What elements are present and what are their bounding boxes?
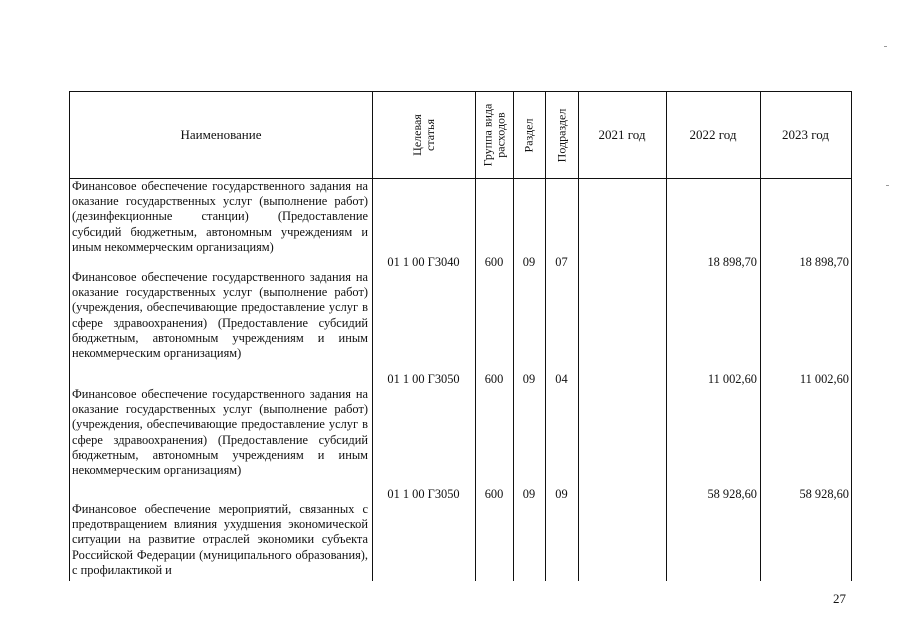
row-3-target-article: 01 1 00 Г3050	[387, 487, 460, 501]
row-2-target-article: 01 1 00 Г3050	[387, 372, 460, 386]
row-1-section: 09	[522, 255, 536, 269]
scan-mark	[886, 185, 889, 186]
header-expense-group: Группа вида расходов	[480, 103, 507, 167]
row-3-section: 09	[522, 487, 536, 501]
header-year-2022: 2022 год	[689, 127, 737, 142]
header-target-article: Целевая статья	[409, 114, 437, 156]
header-year-2023: 2023 год	[782, 127, 829, 142]
row-2-2022: 11 002,60	[707, 372, 757, 386]
row-3-2022: 58 928,60	[707, 487, 757, 501]
row-1-2023: 18 898,70	[799, 255, 849, 269]
row-1-target-article: 01 1 00 Г3040	[387, 255, 460, 269]
row-4-name: Финансовое обеспечение мероприятий, связанных с предотвращением влияния ухудшения экономической ситуации на развитие отраслей экономики субъекта Российской Федерации (муниципального образования), с профилактикой и	[72, 502, 368, 577]
row-2-expense-group: 600	[484, 372, 504, 386]
row-3-2023: 58 928,60	[799, 487, 849, 501]
row-2-section: 09	[522, 372, 536, 386]
row-2-subsection: 04	[555, 372, 568, 386]
header-name: Наименование	[180, 127, 262, 142]
budget-table	[69, 91, 852, 581]
col-divider	[851, 92, 852, 581]
row-2-name: Финансовое обеспечение государственного задания на оказание государственных услуг (выполнение работ) (учреждения, обеспечивающие предоставление услуг в сфере здравоохранения) (Предоставление субсидий бюджетным, автономным учреждениям и иным некоммерческим организациям)	[72, 270, 368, 361]
row-1-2022: 18 898,70	[707, 255, 757, 269]
row-1-name: Финансовое обеспечение государственного задания на оказание государственных услуг (выполнение работ) (дезинфекционные станции) (Предоставление субсидий бюджетным, автономным учреждениям и иным некоммерческим организациям)	[72, 179, 368, 254]
row-2-2023: 11 002,60	[799, 372, 849, 386]
header-year-2021: 2021 год	[598, 127, 646, 142]
scan-mark	[884, 46, 887, 47]
page-number: 27	[833, 591, 846, 606]
header-section: Раздел	[521, 118, 536, 152]
row-3-subsection: 09	[555, 487, 568, 501]
row-3-name: Финансовое обеспечение государственного задания на оказание государственных услуг (выполнение работ) (учреждения, обеспечивающие предоставление услуг в сфере здравоохранения) (Предоставление субсидий бюджетным, автономным учреждениям и иным некоммерческим организациям)	[72, 387, 368, 478]
row-3-expense-group: 600	[484, 487, 504, 501]
header-subsection: Подраздел	[554, 108, 569, 162]
row-1-subsection: 07	[555, 255, 568, 269]
row-1-expense-group: 600	[484, 255, 504, 269]
